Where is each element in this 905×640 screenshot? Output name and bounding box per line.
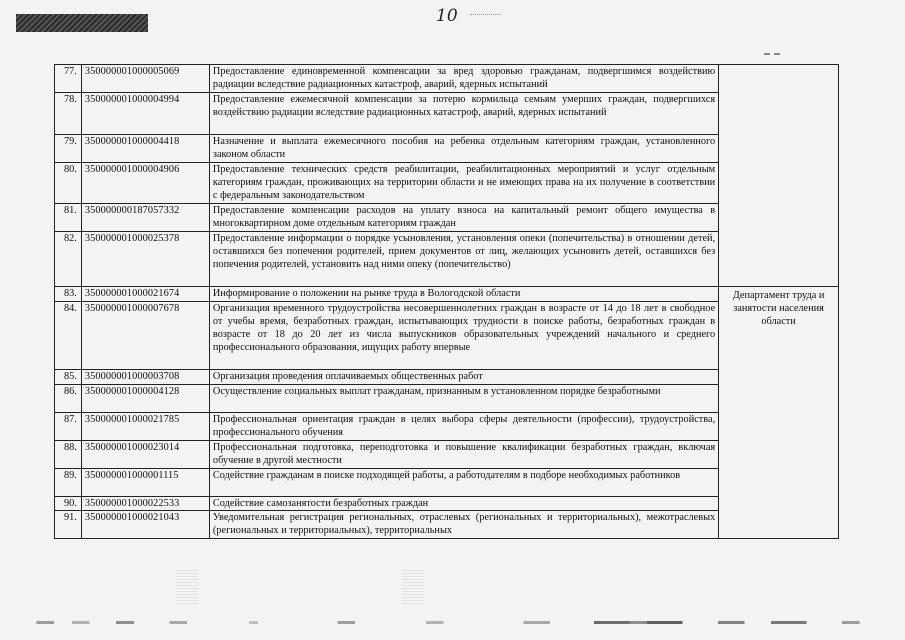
department-cell [719,287,839,539]
row-number: 79. [55,134,82,162]
service-code: 350000001000004128 [81,384,209,412]
service-code: 350000001000007678 [81,301,209,370]
service-code: 350000001000023014 [81,440,209,468]
row-number: 77. [55,65,82,93]
service-name: Предоставление компенсации расходов на уплату взноса на капитальный ремонт общего имущества в многоквартирном доме отдельным категориям граждан [209,204,718,232]
service-code: 350000001000003708 [81,370,209,385]
scan-bottom-noise [10,621,895,624]
row-number: 84. [55,301,82,370]
department-name: Департамент труда и занятости населения области [732,290,825,327]
services-table [54,64,839,539]
scan-smudge [176,570,198,604]
scan-dots [470,14,500,17]
row-number: 82. [55,232,82,287]
row-number: 89. [55,468,82,496]
services-table-body [55,65,839,539]
service-name: Профессиональная подготовка, переподготовка и повышение квалификации безработных граждан, включая обучение в другой местности [209,440,718,468]
row-number: 86. [55,384,82,412]
service-name: Предоставление информации о порядке усыновления, установления опеки (попечительства) в отношении детей, оставшихся без попечения родителей, прием документов от лиц, желающих усыновить детей, оставшихся без попечения родителей, установить над ними опеку (попечительство) [209,232,718,287]
scan-smudge [402,570,424,604]
service-code: 350000001000004418 [81,134,209,162]
service-code: 350000001000004994 [81,93,209,135]
table-row [55,287,839,302]
service-code: 350000001000021674 [81,287,209,302]
row-number: 78. [55,93,82,135]
service-code: 350000000187057332 [81,204,209,232]
row-number: 88. [55,440,82,468]
row-number: 83. [55,287,82,302]
service-code: 350000001000022533 [81,496,209,511]
service-name: Осуществление социальных выплат гражданам, признанным в установленном порядке безработными [209,384,718,412]
service-name: Организация временного трудоустройства несовершеннолетних граждан в возрасте от 14 до 18 лет в свободное от учебы время, безработных граждан, испытывающих трудности в поиске работы, безработных граждан в возрасте от 18 до 20 лет из числа выпускников образовательных учреждений начального и среднего профессионального образования, ищущих работу впервые [209,301,718,370]
service-code: 350000001000021043 [81,511,209,539]
scan-artifact-bar [16,14,148,32]
department-cell-empty [719,65,839,287]
service-name: Содействие самозанятости безработных граждан [209,496,718,511]
row-number: 85. [55,370,82,385]
table-row [55,65,839,93]
service-code: 350000001000025378 [81,232,209,287]
service-code: 350000001000004906 [81,162,209,204]
service-name: Предоставление единовременной компенсации за вред здоровью гражданам, подвергшимся воздействию радиации вследствие радиационных катастроф, аварий, ядерных испытаний [209,65,718,93]
service-code: 350000001000001115 [81,468,209,496]
service-name: Профессиональная ориентация граждан в целях выбора сферы деятельности (профессии), трудоустройства, профессионального обучения [209,412,718,440]
service-name: Предоставление ежемесячной компенсации за потерю кормильца семьям умерших граждан, подвергшихся воздействию радиации вследствие радиационных катастроф, аварий, ядерных испытаний [209,93,718,135]
row-number: 90. [55,496,82,511]
row-number: 80. [55,162,82,204]
service-name: Информирование о положении на рынке труда в Вологодской области [209,287,718,302]
row-number: 87. [55,412,82,440]
service-name: Предоставление технических средств реабилитации, реабилитационных мероприятий и услуг отдельным категориям граждан, проживающих на территории области и не имеющих права на их получение в соответствии с федеральным законодательством [209,162,718,204]
row-number: 91. [55,511,82,539]
service-name: Уведомительная регистрация региональных, отраслевых (региональных и территориальных), межотраслевых (региональных и территориальных), территориальных [209,511,718,539]
service-name: Назначение и выплата ежемесячного пособия на ребенка отдельным категориям граждан, установленного законом области [209,134,718,162]
page-number: 10 [436,6,458,26]
scan-dashes [764,53,780,57]
service-name: Организация проведения оплачиваемых общественных работ [209,370,718,385]
row-number: 81. [55,204,82,232]
service-code: 350000001000021785 [81,412,209,440]
service-name: Содействие гражданам в поиске подходящей работы, а работодателям в подборе необходимых работников [209,468,718,496]
service-code: 350000001000005069 [81,65,209,93]
